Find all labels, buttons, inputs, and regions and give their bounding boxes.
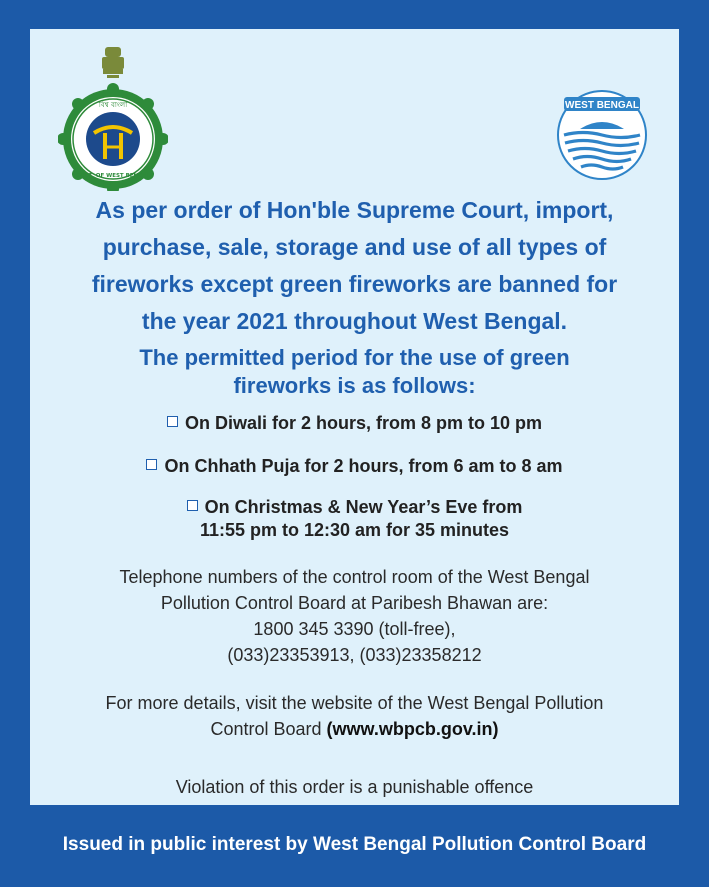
ashoka-emblem-icon [102,47,124,78]
footer-banner: Issued in public interest by West Bengal Pollution Control Board [62,834,647,855]
headline-line: fireworks except green fireworks are banned for [91,271,618,297]
violation-notice: Violation of this order is a punishable offence [175,777,534,797]
bullet-text: On Chhath Puja for 2 hours, from 6 am to 8 am [164,456,563,476]
bullet-christmas [30,496,679,542]
website-link[interactable]: (www.wbpcb.gov.in) [326,719,499,739]
bullet-text: 11:55 pm to 12:30 am for 35 minutes [199,520,510,540]
bullet-text: On Diwali for 2 hours, from 8 pm to 10 pm [184,413,543,433]
checkbox-bullet-icon [146,459,157,470]
headline-line: the year 2021 throughout West Bengal. [141,308,568,334]
bullet-diwali [30,412,679,435]
more-details-line: For more details, visit the website of the West Bengal Pollution [105,693,604,713]
telephone-info [30,564,679,668]
headline-line: purchase, sale, storage and use of all types of [102,234,607,260]
wbpcb-logo-icon [556,89,648,181]
telephone-number: 1800 345 3390 (toll-free), [253,619,456,639]
headline-line: As per order of Hon'ble Supreme Court, import, [95,197,614,223]
permitted-line: fireworks is as follows: [233,373,476,398]
bullet-chhath [30,455,679,478]
seal-top-text: বিশ্ব বাংলা [98,101,128,109]
notice-panel [30,29,679,805]
seal-bottom-text: GOVT. OF WEST BENGAL [75,173,151,179]
telephone-line: Pollution Control Board at Paribesh Bhawan are: [160,593,549,613]
headline [30,192,679,340]
permitted-period-heading [30,344,679,400]
bullet-text: On Christmas & New Year’s Eve from [204,497,523,517]
govt-of-west-bengal-emblem-icon [58,41,168,191]
more-details-line: Control Board [210,719,322,739]
checkbox-bullet-icon [187,500,198,511]
more-details [30,690,679,742]
checkbox-bullet-icon [167,416,178,427]
permitted-line: The permitted period for the use of green [139,345,570,370]
telephone-number: (033)23353913, (033)23358212 [227,645,482,665]
wbpcb-logo-label: WEST BENGAL [565,100,639,111]
telephone-line: Telephone numbers of the control room of the West Bengal [119,567,590,587]
